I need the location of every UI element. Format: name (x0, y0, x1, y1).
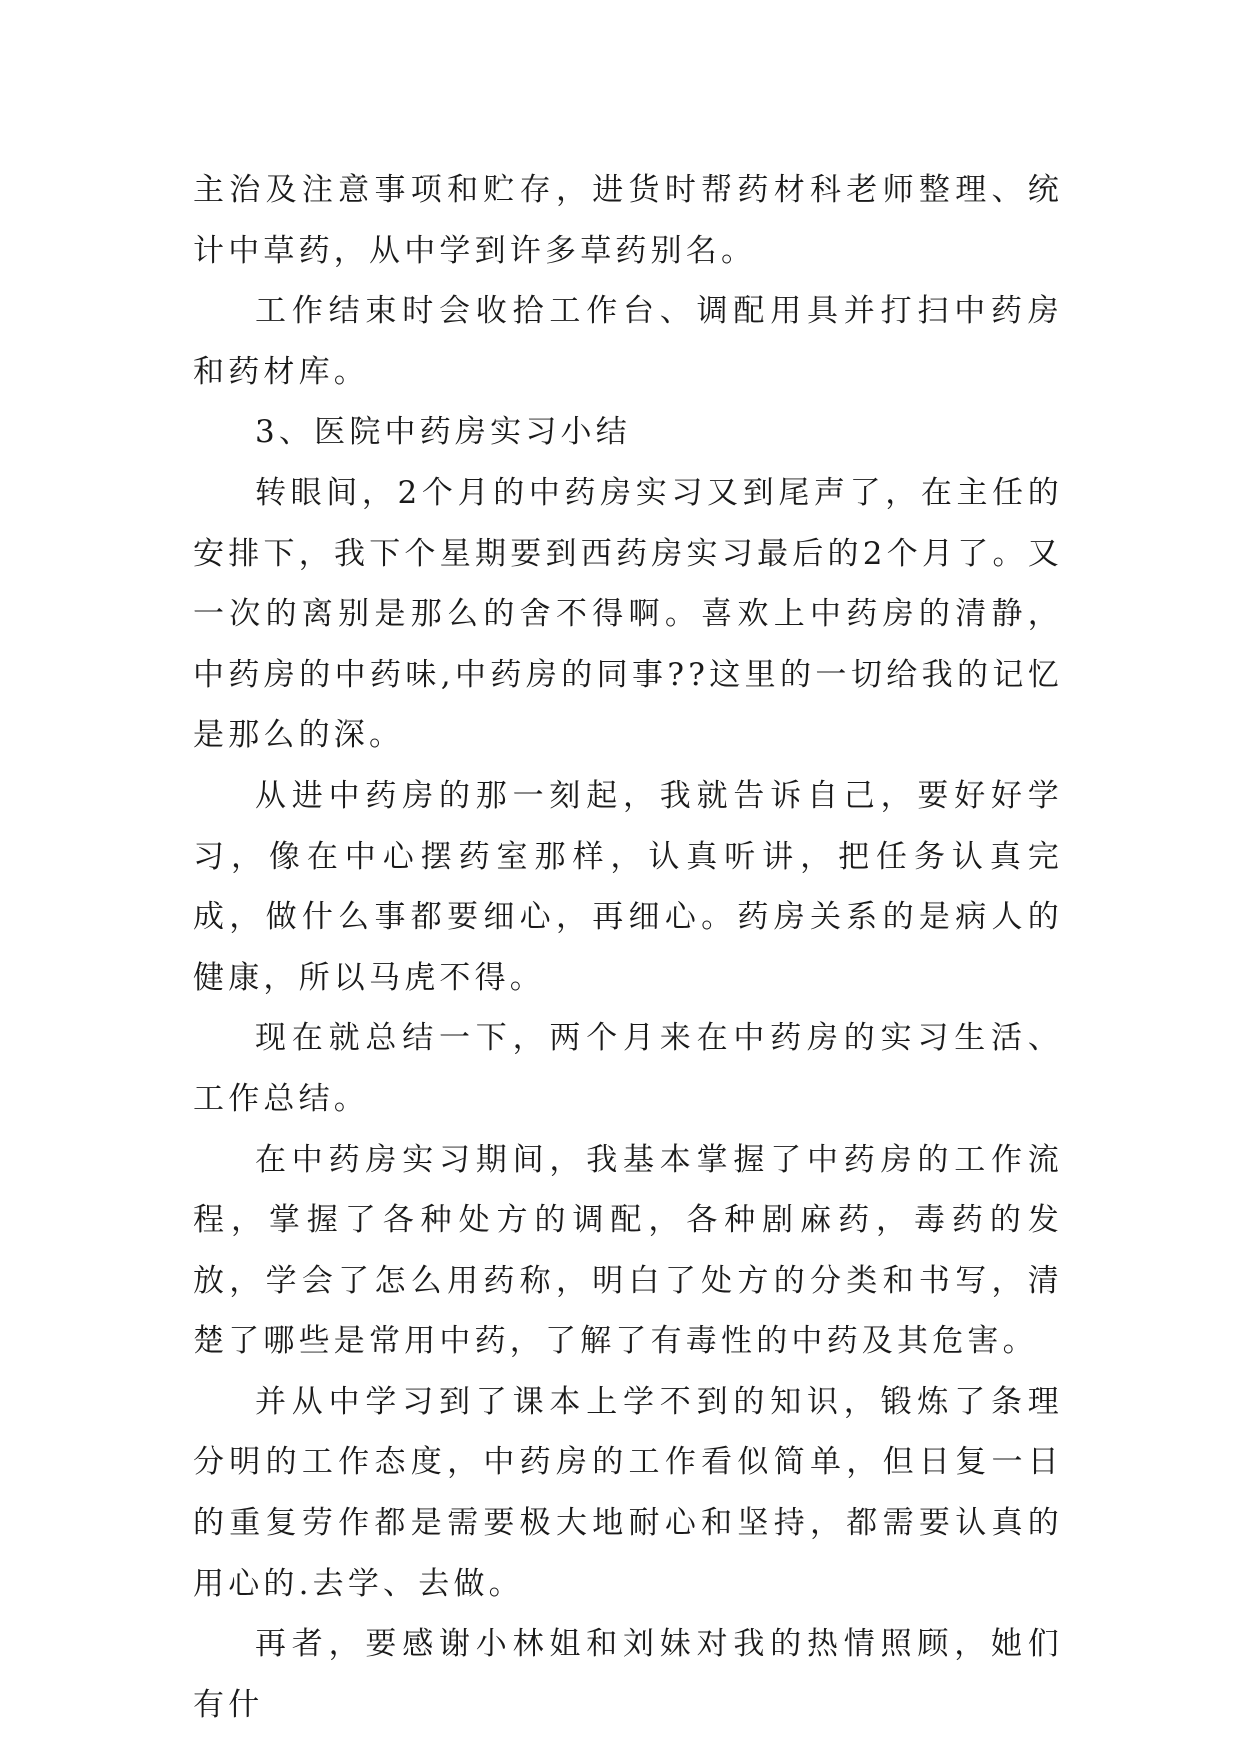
paragraph: 在中药房实习期间，我基本掌握了中药房的工作流程，掌握了各种处方的调配，各种剧麻药，毒药的发放，学会了怎么用药称，明白了处方的分类和书写，清楚了哪些是常用中药，了解了有毒性的中药及其危害。 (193, 1141, 1063, 1360)
paragraph: 转眼间，2个月的中药房实习又到尾声了，在主任的安排下，我下个星期要到西药房实习最后的2个月了。又一次的离别是那么的舍不得啊。喜欢上中药房的清静，中药房的中药味,中药房的同事??这里的一切给我的记忆是那么的深。 (193, 474, 1063, 754)
paragraph-continued: 主治及注意事项和贮存，进货时帮药材科老师整理、统计中草药，从中学到许多草药别名。 (193, 172, 1063, 269)
paragraph: 工作结束时会收拾工作台、调配用具并打扫中药房和药材库。 (193, 293, 1063, 390)
document-body (193, 160, 1063, 1735)
paragraph: 并从中学习到了课本上学不到的知识，锻炼了条理分明的工作态度，中药房的工作看似简单，但日复一日的重复劳作都是需要极大地耐心和坚持，都需要认真的用心的.去学、去做。 (193, 1383, 1063, 1602)
paragraph: 再者，要感谢小林姐和刘妹对我的热情照顾，她们有什 (193, 1626, 1063, 1723)
paragraph: 现在就总结一下，两个月来在中药房的实习生活、工作总结。 (193, 1020, 1063, 1117)
paragraph: 从进中药房的那一刻起，我就告诉自己，要好好学习，像在中心摆药室那样，认真听讲，把任务认真完成，做什么事都要细心，再细心。药房关系的是病人的健康，所以马虎不得。 (193, 777, 1063, 996)
section-heading: 3、医院中药房实习小结 (255, 414, 631, 451)
